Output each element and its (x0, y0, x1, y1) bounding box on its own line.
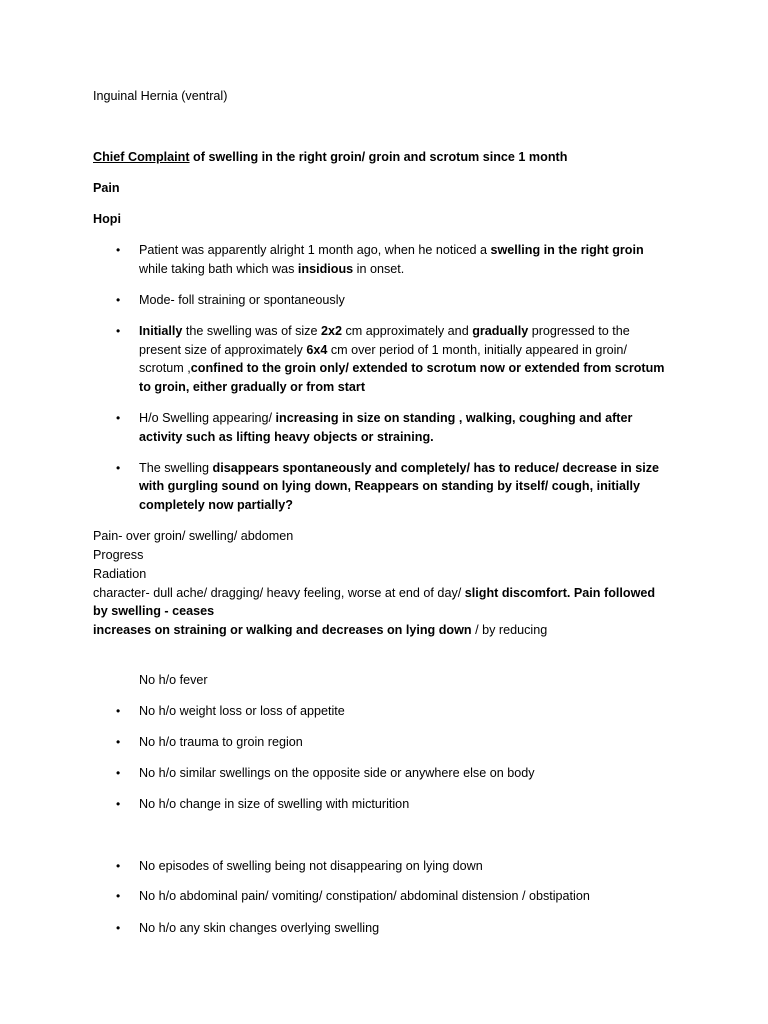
bullet-icon: • (116, 889, 121, 903)
pain-character: character- dull ache/ dragging/ heavy feeling, worse at end of day/ slight discomfort. Pain followed (93, 586, 656, 600)
hopi-item-5-line-3: completely now partially? (139, 498, 293, 512)
chief-complaint-text: of swelling in the right groin/ groin and scrotum since 1 month (189, 150, 568, 164)
negative-item: No episodes of swelling being not disappearing on lying down (139, 859, 483, 873)
bullet-icon: • (116, 921, 121, 935)
negative-item: No h/o abdominal pain/ vomiting/ constipation/ abdominal distension / obstipation (139, 889, 590, 903)
hopi-item-3-line-2: present size of approximately 6x4 cm over period of 1 month, initially appeared in groin/ (139, 343, 627, 357)
hopi-item-2-line-1: Mode- foll straining or spontaneously (139, 293, 345, 307)
negative-item: No h/o any skin changes overlying swelling (139, 921, 380, 935)
hopi-item-3-line-1: Initially the swelling was of size 2x2 cm approximately and gradually progressed to the (139, 324, 630, 338)
pain-character-cont: by swelling - ceases (93, 604, 215, 618)
hopi-item-3-line-4: to groin, either gradually or from start (139, 380, 366, 394)
negative-item: No h/o similar swellings on the opposite side or anywhere else on body (139, 766, 535, 780)
negative-item: No h/o weight loss or loss of appetite (139, 704, 345, 718)
negative-item: No h/o change in size of swelling with micturition (139, 797, 410, 811)
bullet-icon: • (116, 735, 121, 749)
bullet-icon: • (116, 411, 121, 425)
bullet-icon: • (116, 797, 121, 811)
hopi-item-5-line-1: The swelling disappears spontaneously and completely/ has to reduce/ decrease in size (139, 461, 660, 475)
hopi-heading: Hopi (93, 212, 121, 226)
document-title: Inguinal Hernia (ventral) (93, 89, 228, 103)
bullet-icon: • (116, 859, 121, 873)
no-fever: No h/o fever (139, 673, 208, 687)
hopi-item-4-line-2: activity such as lifting heavy objects or straining. (139, 430, 434, 444)
chief-complaint (93, 148, 567, 166)
pain-radiation: Radiation (93, 567, 147, 581)
hopi-item-4-line-1: H/o Swelling appearing/ increasing in size on standing , walking, coughing and after (139, 411, 633, 425)
bullet-icon: • (116, 461, 121, 475)
hopi-item-5-line-2: with gurgling sound on lying down, Reappears on standing by itself/ cough, initially (139, 479, 640, 493)
chief-complaint-label: Chief Complaint (93, 150, 190, 164)
bullet-icon: • (116, 243, 121, 257)
pain-aggravating: increases on straining or walking and decreases on lying down / by reducing (93, 623, 548, 637)
hopi-item-3-line-3: scrotum ,confined to the groin only/ extended to scrotum now or extended from scrotum (139, 361, 665, 375)
bullet-icon: • (116, 293, 121, 307)
negative-item: No h/o trauma to groin region (139, 735, 303, 749)
bullet-icon: • (116, 324, 121, 338)
bullet-icon: • (116, 704, 121, 718)
pain-heading: Pain (93, 181, 120, 195)
bullet-icon: • (116, 766, 121, 780)
pain-progress: Progress (93, 548, 144, 562)
pain-location: Pain- over groin/ swelling/ abdomen (93, 529, 294, 543)
hopi-item-1-line-1: Patient was apparently alright 1 month ago, when he noticed a swelling in the right groin (139, 243, 644, 257)
hopi-item-1-line-2: while taking bath which was insidious in onset. (139, 262, 405, 276)
